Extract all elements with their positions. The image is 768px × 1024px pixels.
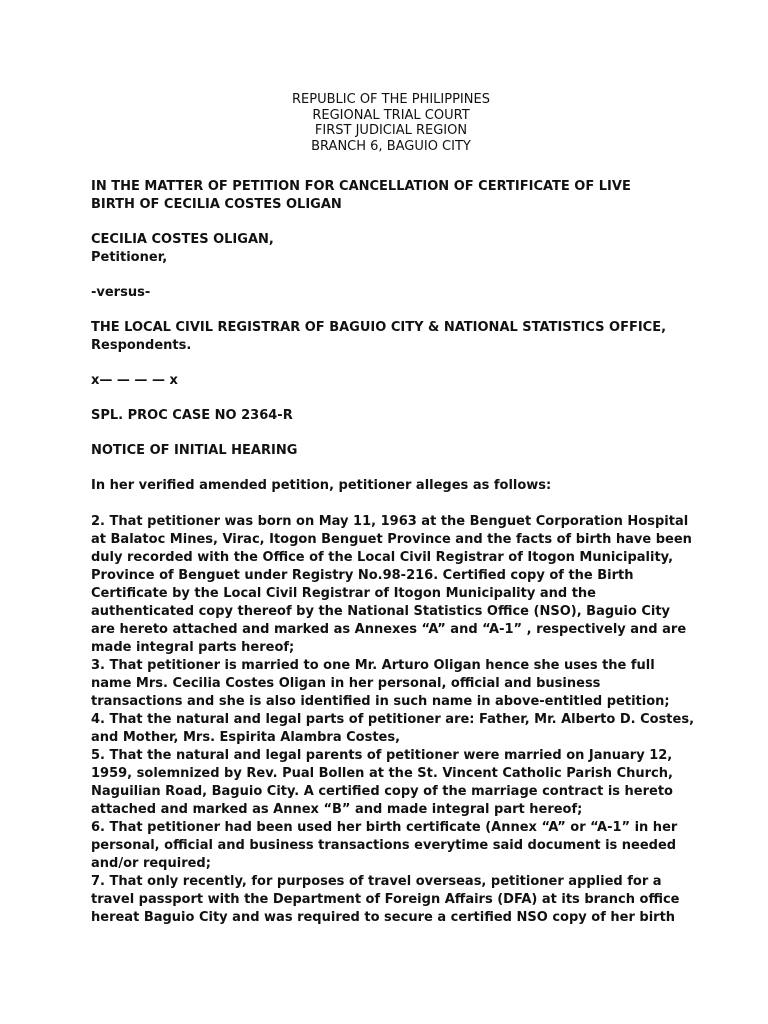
header-court: REGIONAL TRIAL COURT [312,107,470,123]
petition-intro: In her verified amended petition, petitioner alleges as follows: [91,478,552,493]
petition-body [91,513,695,927]
body-line: 5. That the natural and legal parents of petitioner were married on January 12, [91,748,673,763]
body-line: 4. That the natural and legal parts of petitioner are: Father, Mr. Alberto D. Costes, [91,712,695,727]
document-page [91,92,695,927]
body-line: travel passport with the Department of Foreign Affairs (DFA) at its branch office [91,892,680,907]
body-line: made integral parts hereof; [91,640,295,655]
petitioner-name: CECILIA COSTES OLIGAN, [91,232,274,247]
body-line: name Mrs. Cecilia Costes Oligan in her personal, official and business [91,676,601,691]
respondents-name: THE LOCAL CIVIL REGISTRAR OF BAGUIO CITY & NATIONAL STATISTICS OFFICE, [91,320,667,335]
body-line: 7. That only recently, for purposes of travel overseas, petitioner applied for a [91,874,662,889]
body-line: 3. That petitioner is married to one Mr. Arturo Oligan hence she uses the full [91,658,655,673]
court-header [91,92,691,154]
body-line: attached and marked as Annex “B” and made integral part hereof; [91,802,583,817]
body-line: are hereto attached and marked as Annexes “A” and “A-1” , respectively and are [91,622,687,637]
body-line: duly recorded with the Office of the Local Civil Registrar of Itogon Municipality, [91,550,674,565]
case-matter-line: IN THE MATTER OF PETITION FOR CANCELLATION OF CERTIFICATE OF LIVE [91,179,631,194]
body-line: authenticated copy thereof by the National Statistics Office (NSO), Baguio City [91,604,671,619]
respondents-block [91,319,691,355]
body-line: and/or required; [91,856,211,871]
header-branch: BRANCH 6, BAGUIO CITY [311,138,471,154]
notice-title: NOTICE OF INITIAL HEARING [91,443,298,458]
respondents-role: Respondents. [91,338,192,353]
case-matter [91,178,691,214]
header-region: FIRST JUDICIAL REGION [314,123,468,138]
versus-text: -versus- [91,285,151,300]
body-line: transactions and she is also identified in such name in above-entitled petition; [91,694,670,709]
body-line: 6. That petitioner had been used her birth certificate (Annex “A” or “A-1” in her [91,820,678,835]
case-matter-line: BIRTH OF CECILIA COSTES OLIGAN [91,197,342,212]
body-line: 1959, solemnized by Rev. Pual Bollen at the St. Vincent Catholic Parish Church, [91,766,673,781]
body-line: hereat Baguio City and was required to secure a certified NSO copy of her birth [91,910,676,925]
body-line: 2. That petitioner was born on May 11, 1963 at the Benguet Corporation Hospital [91,514,689,529]
body-line: personal, official and business transactions everytime said document is needed [91,838,677,853]
body-line: at Balatoc Mines, Virac, Itogon Benguet Province and the facts of birth have been [91,532,692,547]
body-line: and Mother, Mrs. Espirita Alambra Costes, [91,730,401,745]
case-number: SPL. PROC CASE NO 2364-R [91,408,293,423]
body-line: Certificate by the Local Civil Registrar of Itogon Municipality and the [91,586,597,601]
header-republic: REPUBLIC OF THE PHILIPPINES [292,92,490,107]
petitioner-role: Petitioner, [91,250,168,265]
body-line: Naguilian Road, Baguio City. A certified copy of the marriage contract is hereto [91,784,673,799]
petitioner-block [91,231,691,267]
body-line: Province of Benguet under Registry No.98-216. Certified copy of the Birth [91,568,634,583]
separator-line: x— — — — x [91,373,178,388]
